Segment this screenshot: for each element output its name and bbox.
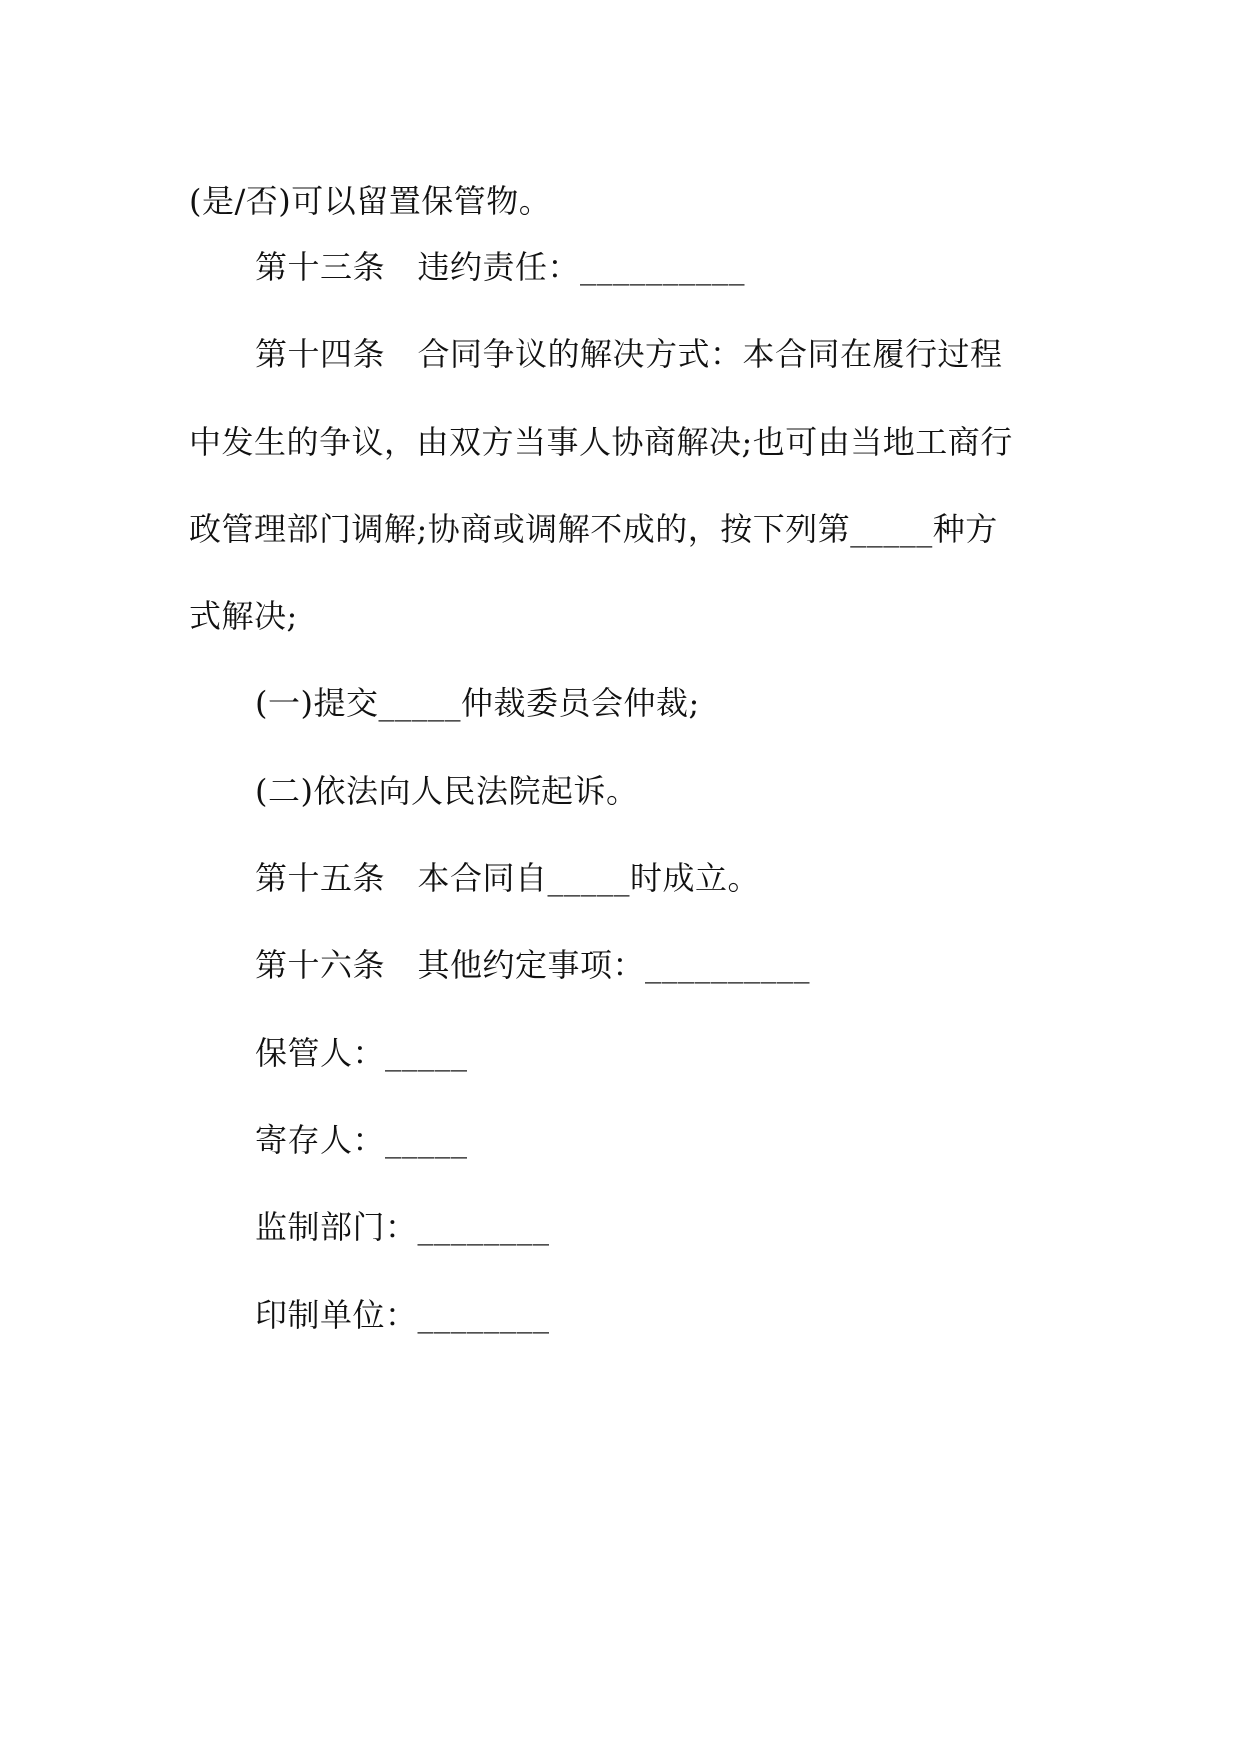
clause-14-continued-2: 政管理部门调解;协商或调解不成的，按下列第_____种方 (189, 510, 998, 548)
signature-custodian: 保管人：_____ (255, 1034, 468, 1072)
option-arbitration: (一)提交_____仲裁委员会仲裁; (255, 684, 700, 722)
signature-depositor: 寄存人：_____ (255, 1121, 468, 1159)
text-line-retention: (是/否)可以留置保管物。 (189, 182, 552, 220)
printing-unit: 印制单位：________ (255, 1296, 550, 1334)
supervising-department: 监制部门：________ (255, 1208, 550, 1246)
clause-13-breach-liability: 第十三条 违约责任：__________ (255, 248, 746, 286)
option-litigation: (二)依法向人民法院起诉。 (255, 772, 639, 810)
clause-14-continued-3: 式解决; (189, 597, 298, 635)
clause-14-dispute-resolution: 第十四条 合同争议的解决方式：本合同在履行过程 (255, 335, 1003, 373)
clause-15-effectiveness: 第十五条 本合同自_____时成立。 (255, 859, 761, 897)
clause-16-other-matters: 第十六条 其他约定事项：__________ (255, 946, 811, 984)
clause-14-continued-1: 中发生的争议，由双方当事人协商解决;也可由当地工商行 (189, 423, 1013, 461)
